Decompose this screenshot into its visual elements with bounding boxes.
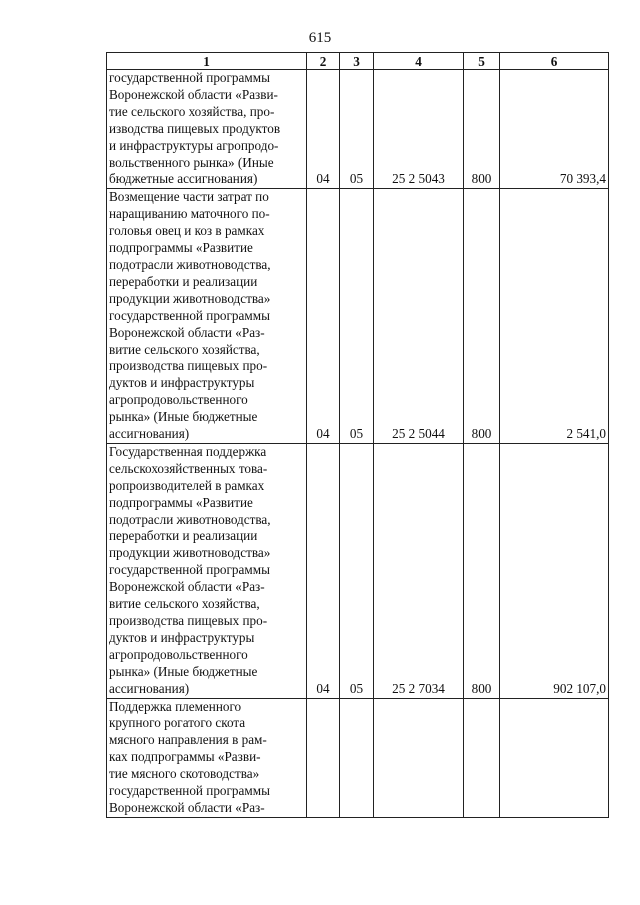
description-line: государственной программы — [109, 70, 270, 85]
amount: 2 541,0 — [500, 189, 609, 444]
description-line: подпрограммы «Развитие — [109, 240, 253, 256]
description-line: агропродовольственного — [109, 646, 248, 662]
header-col-1: 1 — [107, 53, 307, 70]
description-line: и инфраструктуры агропродо- — [109, 137, 279, 153]
description-line: Государственная поддержка — [109, 443, 267, 459]
header-col-5: 5 — [464, 53, 500, 70]
row-description — [107, 70, 307, 189]
description-line: тие сельского хозяйства, про- — [109, 103, 275, 119]
description-line: подпрограммы «Развитие — [109, 494, 253, 510]
description-line: бюджетные ассигнования) — [109, 171, 258, 187]
target-article-code: 25 2 7034 — [374, 443, 464, 698]
expense-type-code — [464, 698, 500, 817]
description-line: агропродовольственного — [109, 392, 248, 408]
section-code: 04 — [307, 70, 340, 189]
description-line: ассигнования) — [109, 680, 190, 696]
target-article-code — [374, 698, 464, 817]
header-col-3: 3 — [340, 53, 374, 70]
description-line: рынка» (Иные бюджетные — [109, 663, 258, 679]
description-line: государственной программы — [109, 783, 270, 799]
table-row — [107, 189, 609, 444]
description-line: ассигнования) — [109, 426, 190, 442]
header-col-6: 6 — [500, 53, 609, 70]
description-line: рынка» (Иные бюджетные — [109, 409, 258, 425]
description-line: витие сельского хозяйства, — [109, 341, 260, 357]
table-row — [107, 443, 609, 698]
description-line: подотрасли животноводства, — [109, 256, 271, 272]
target-article-code: 25 2 5044 — [374, 189, 464, 444]
row-description — [107, 443, 307, 698]
expense-type-code: 800 — [464, 189, 500, 444]
description-line: Воронежской области «Раз- — [109, 579, 265, 595]
description-line: витие сельского хозяйства, — [109, 596, 260, 612]
description-line: сельскохозяйственных това- — [109, 460, 268, 476]
description-line: изводства пищевых продуктов — [109, 120, 281, 136]
expense-type-code: 800 — [464, 443, 500, 698]
description-line: ропроизводителей в рамках — [109, 477, 265, 493]
description-line: дуктов и инфраструктуры — [109, 375, 255, 391]
description-line: вольственного рынка» (Иные — [109, 154, 274, 170]
description-line: Воронежской области «Раз- — [109, 324, 265, 340]
header-row — [107, 53, 609, 70]
header-col-2: 2 — [307, 53, 340, 70]
description-line: тие мясного скотоводства» — [109, 766, 260, 782]
description-line: производства пищевых про- — [109, 613, 268, 628]
subsection-code — [340, 698, 374, 817]
description-line: переработки и реализации — [109, 528, 258, 544]
description-line: продукции животноводства» — [109, 545, 271, 561]
description-line: продукции животноводства» — [109, 290, 271, 306]
expense-type-code: 800 — [464, 70, 500, 189]
section-code: 04 — [307, 443, 340, 698]
description-line: Поддержка племенного — [109, 698, 242, 714]
table-row — [107, 698, 609, 817]
table-row — [107, 70, 609, 189]
description-line: ках подпрограммы «Разви- — [109, 749, 261, 765]
row-description — [107, 189, 307, 444]
description-line: Возмещение части затрат по — [109, 189, 269, 205]
description-line: производства пищевых про- — [109, 358, 268, 374]
subsection-code: 05 — [340, 70, 374, 189]
subsection-code: 05 — [340, 189, 374, 444]
description-line: государственной программы — [109, 307, 270, 323]
description-line: государственной программы — [109, 562, 270, 578]
description-line: подотрасли животноводства, — [109, 511, 271, 527]
header-col-4: 4 — [374, 53, 464, 70]
subsection-code: 05 — [340, 443, 374, 698]
target-article-code: 25 2 5043 — [374, 70, 464, 189]
budget-table — [106, 52, 609, 818]
description-line: дуктов и инфраструктуры — [109, 629, 255, 645]
row-description — [107, 698, 307, 817]
amount: 902 107,0 — [500, 443, 609, 698]
description-line: наращиванию маточного по- — [109, 206, 270, 222]
description-line: крупного рогатого скота — [109, 715, 246, 731]
section-code: 04 — [307, 189, 340, 444]
description-line: Воронежской области «Разви- — [109, 86, 278, 102]
amount — [500, 698, 609, 817]
description-line: головья овец и коз в рамках — [109, 223, 265, 239]
amount: 70 393,4 — [500, 70, 609, 189]
description-line: мясного направления в рам- — [109, 732, 267, 748]
description-line: переработки и реализации — [109, 273, 258, 289]
description-line: Воронежской области «Раз- — [109, 799, 265, 815]
page-number: 615 — [308, 30, 332, 46]
section-code — [307, 698, 340, 817]
